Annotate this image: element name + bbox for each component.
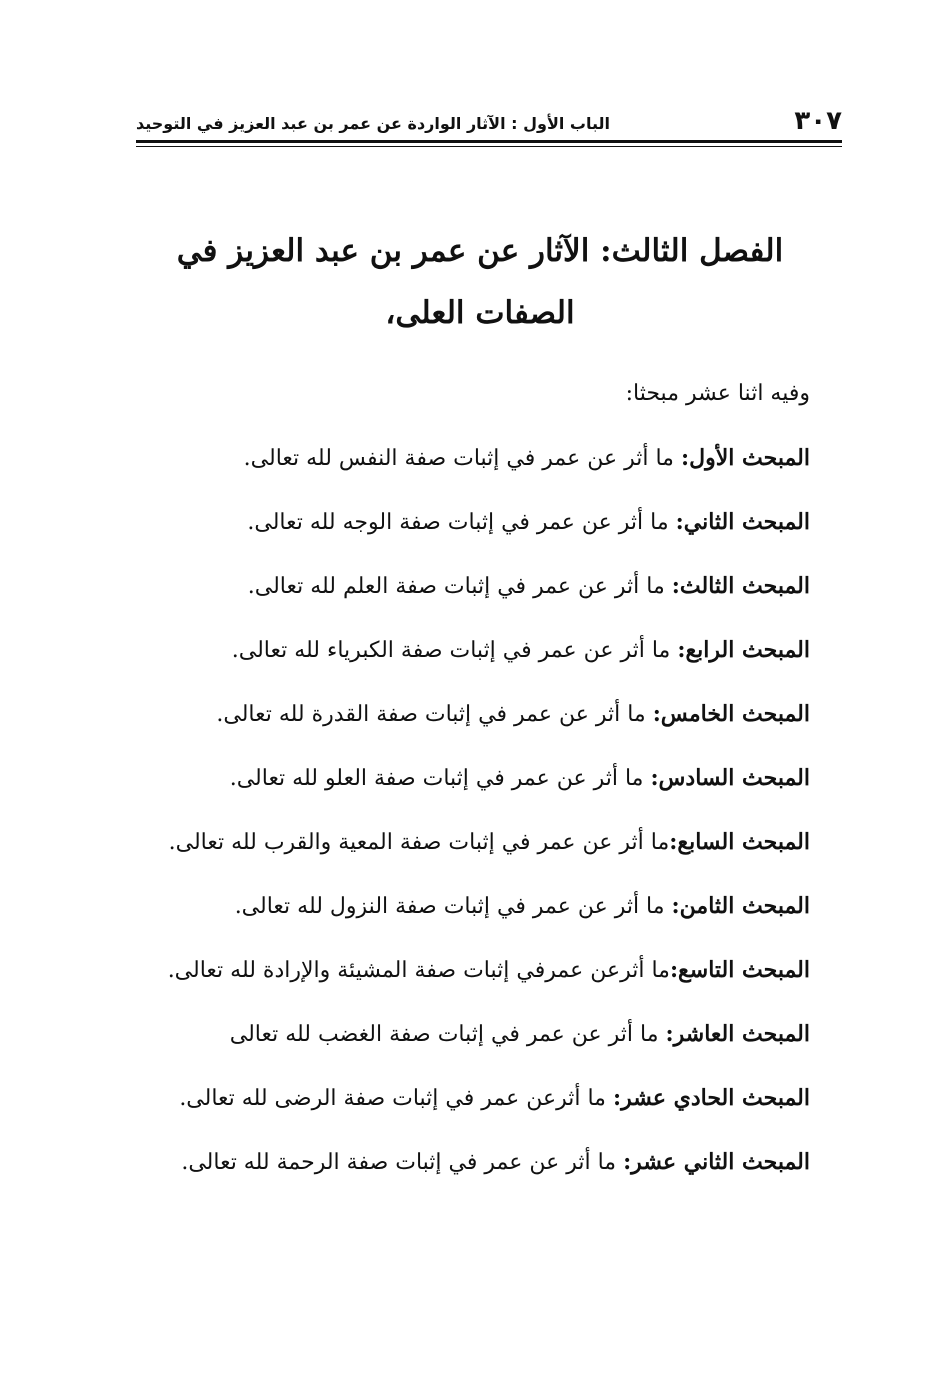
topic-text: ما أثر عن عمر في إثبات صفة النزول لله تعالى.: [234, 894, 672, 919]
chapter-title: [150, 220, 810, 344]
page-number: ٣٠٧: [794, 106, 842, 136]
topic-item-5: [120, 682, 810, 746]
topic-item-11: [120, 1066, 810, 1130]
topic-item-7: [120, 810, 810, 874]
topic-label: المبحث العاشر:: [665, 1021, 810, 1047]
topic-label: المبحث الثامن:: [671, 893, 810, 919]
chapter-title-line-1: الفصل الثالث: الآثار عن عمر بن عبد العزيز في: [176, 233, 784, 269]
topic-item-3: [120, 554, 810, 618]
topic-label: المبحث التاسع:: [669, 957, 810, 983]
topic-text: ما أثر عن عمر في إثبات صفة الكبرياء لله تعالى.: [231, 638, 678, 663]
topic-list: [120, 426, 810, 1194]
topic-label: المبحث الحادي عشر:: [612, 1085, 810, 1111]
topic-item-1: [120, 426, 810, 490]
topic-item-9: [120, 938, 810, 1002]
topic-item-4: [120, 618, 810, 682]
topic-label: المبحث الثاني:: [675, 509, 810, 535]
topic-label: المبحث الأول:: [680, 445, 810, 471]
topic-item-2: [120, 490, 810, 554]
topic-text: ما أثرعن عمرفي إثبات صفة المشيئة والإرادة لله تعالى.: [167, 958, 670, 983]
topic-item-6: [120, 746, 810, 810]
topic-label: المبحث الخامس:: [652, 701, 810, 727]
topic-text: ما أثر عن عمر في إثبات صفة المعية والقرب لله تعالى.: [168, 830, 670, 855]
chapter-title-line-2: الصفات العلى،: [385, 295, 575, 331]
chapter-contents: [120, 362, 810, 1194]
running-title: الباب الأول : الآثار الواردة عن عمر بن عبد العزيز في التوحيد: [136, 114, 611, 133]
topic-item-10: [120, 1002, 810, 1066]
running-header: [136, 104, 842, 136]
topic-label: المبحث الثالث:: [671, 573, 810, 599]
topic-label: المبحث السابع:: [669, 829, 810, 855]
topic-text: ما أثر عن عمر في إثبات صفة النفس لله تعالى.: [243, 446, 681, 471]
topic-item-12: [120, 1130, 810, 1194]
topic-label: المبحث الرابع:: [677, 637, 810, 663]
topic-text: ما أثر عن عمر في إثبات صفة العلو لله تعالى.: [229, 766, 651, 791]
topic-text: ما أثرعن عمر في إثبات صفة الرضى لله تعالى.: [179, 1086, 613, 1111]
topic-text: ما أثر عن عمر في إثبات صفة الوجه لله تعالى.: [247, 510, 676, 535]
header-rule-thin: [136, 146, 842, 147]
topic-text: ما أثر عن عمر في إثبات صفة الغضب لله تعالى: [229, 1022, 666, 1047]
topic-text: ما أثر عن عمر في إثبات صفة الرحمة لله تعالى.: [181, 1150, 624, 1175]
topic-item-8: [120, 874, 810, 938]
topic-label: المبحث الثاني عشر:: [623, 1149, 810, 1175]
topic-text: ما أثر عن عمر في إثبات صفة العلم لله تعالى.: [247, 574, 672, 599]
topic-label: المبحث السادس:: [650, 765, 810, 791]
intro-text: وفيه اثنا عشر مبحثا:: [625, 381, 810, 406]
header-rule: [136, 140, 842, 143]
topic-text: ما أثر عن عمر في إثبات صفة القدرة لله تعالى.: [216, 702, 653, 727]
